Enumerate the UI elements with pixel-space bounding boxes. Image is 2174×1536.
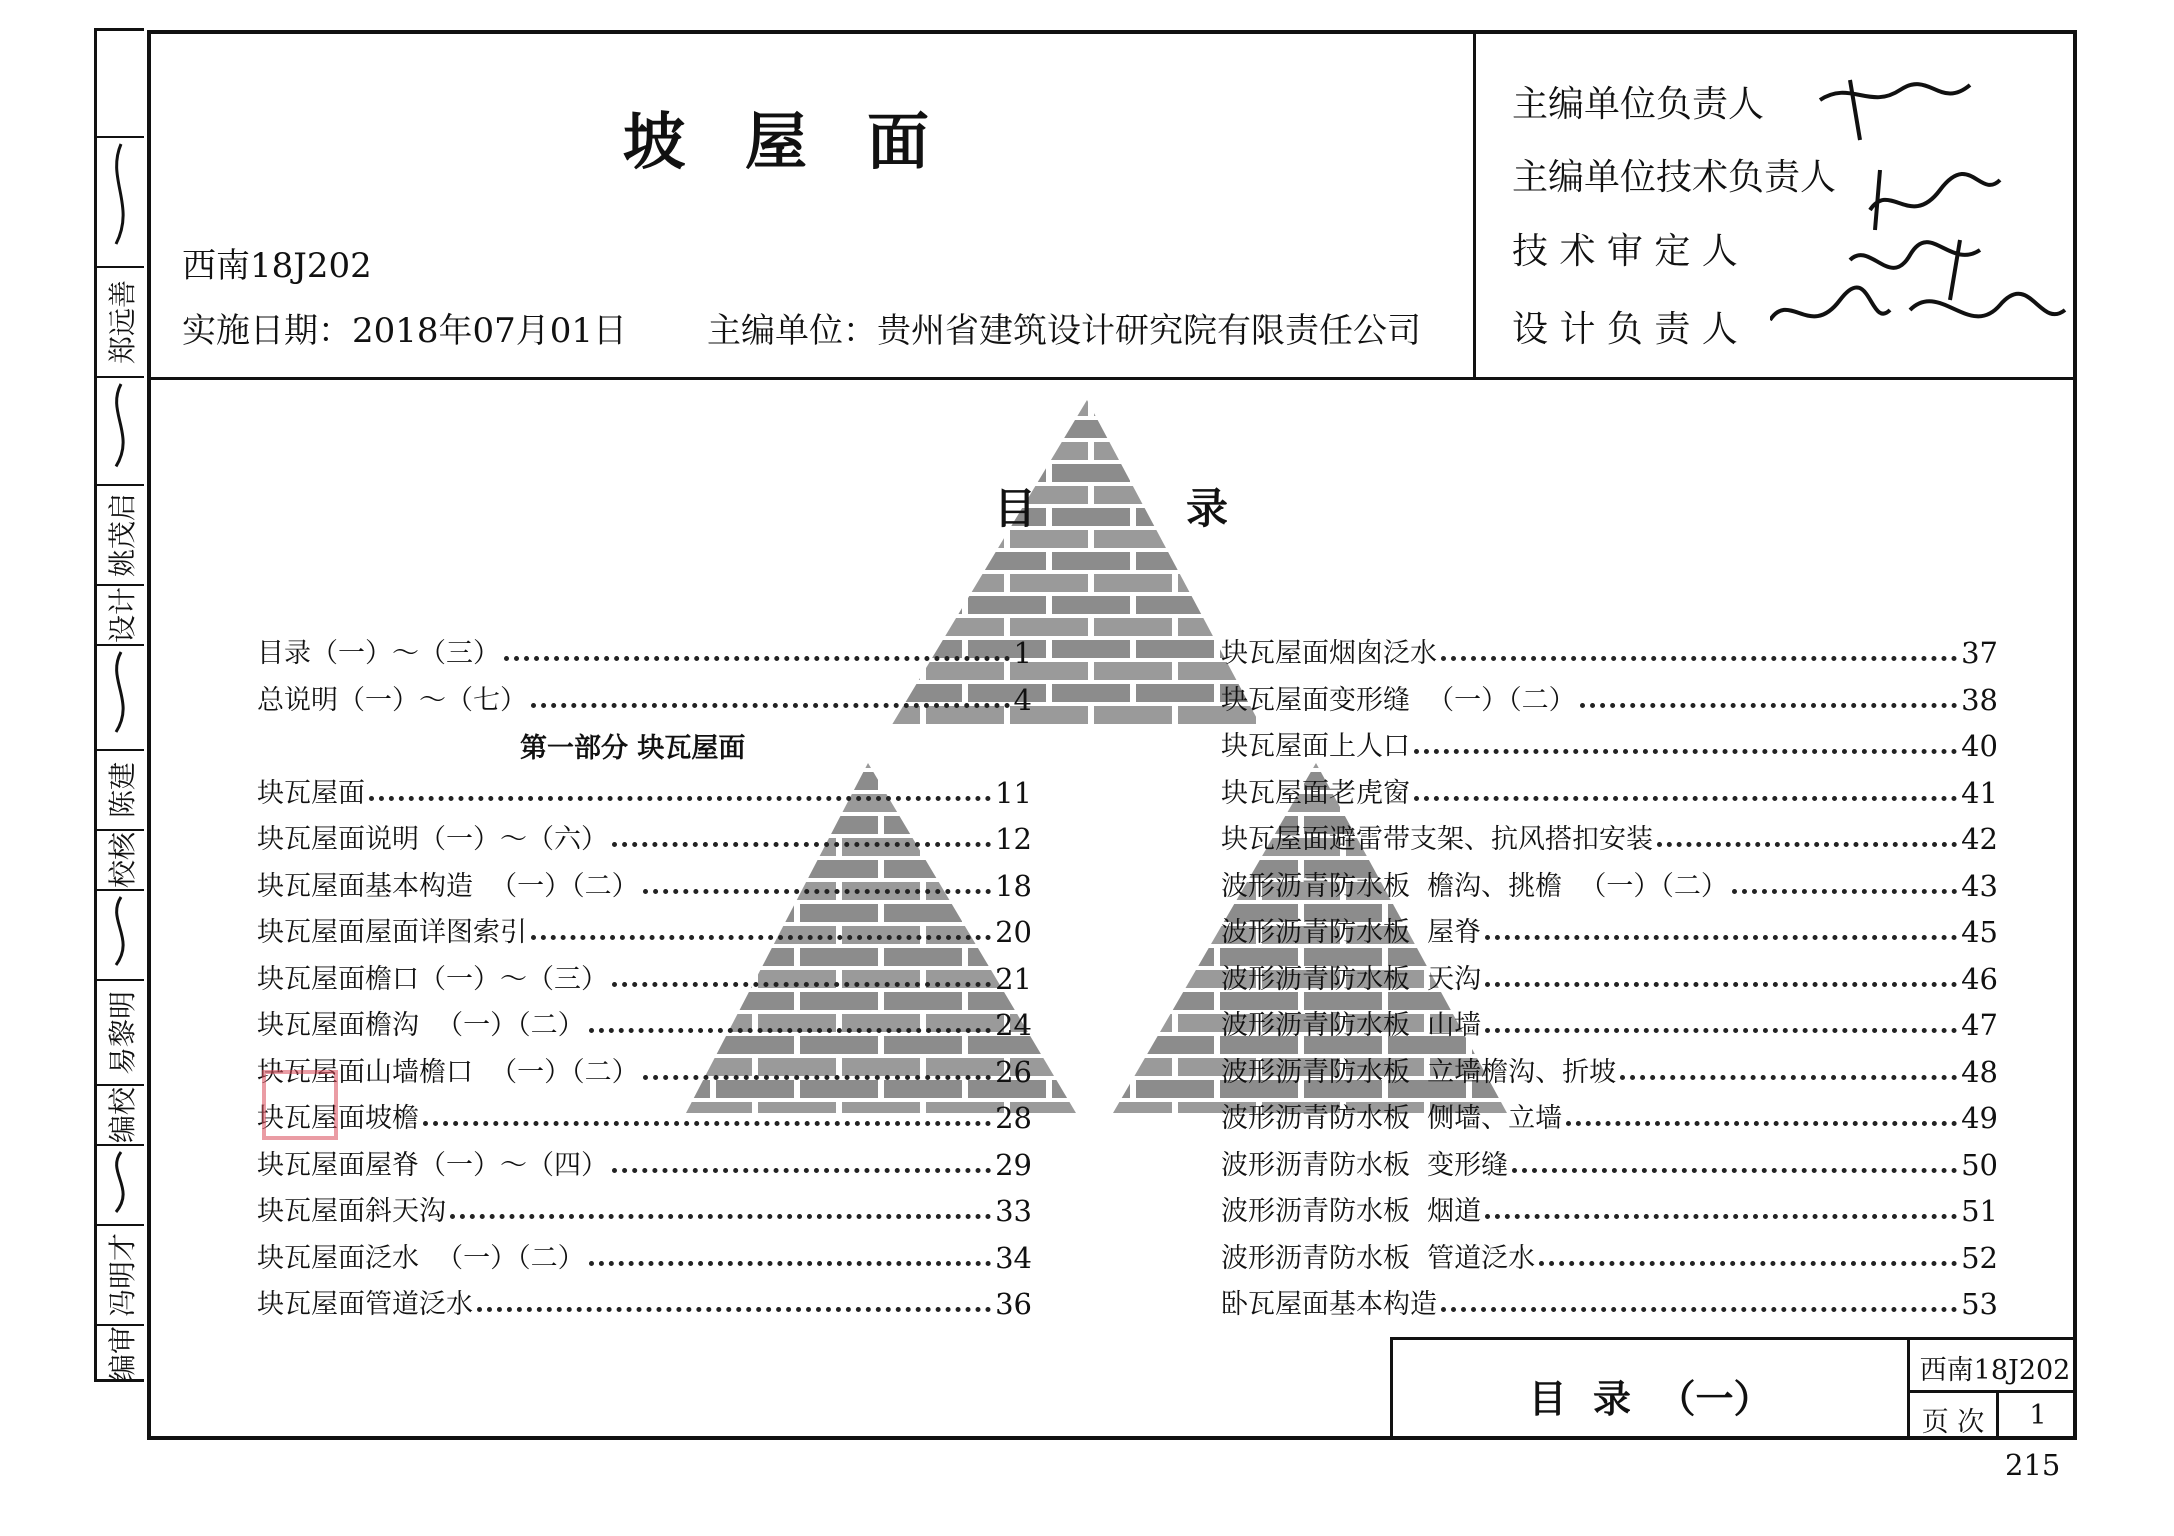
approval-sidebar — [94, 28, 144, 1382]
dot-leader — [1485, 935, 1957, 940]
toc-entry-label: 波形沥青防水板 天沟 — [1221, 964, 1482, 995]
header-vertical-divider — [1473, 30, 1476, 378]
signature-icon — [101, 893, 141, 977]
dot-leader — [369, 796, 991, 801]
page-value: 1 — [2029, 1400, 2047, 1431]
toc-entry-label: 块瓦屋面 — [257, 778, 365, 809]
dot-leader — [1485, 1214, 1957, 1219]
role-technical-head: 主编单位技术负责人 — [1512, 157, 1837, 198]
dot-leader — [423, 1121, 991, 1126]
dot-leader — [612, 982, 991, 987]
toc-entry-page: 33 — [995, 1194, 1032, 1228]
dot-leader — [1512, 1168, 1957, 1173]
toc-entry-label: 波形沥青防水板 山墙 — [1221, 1010, 1482, 1041]
dot-leader — [1414, 796, 1957, 801]
dot-leader — [1485, 982, 1957, 987]
toc-entry[interactable] — [257, 677, 1032, 717]
toc-entry-label: 块瓦屋面烟囱泛水 — [1221, 638, 1437, 669]
dot-leader — [1485, 1028, 1957, 1033]
toc-entry-label: 波形沥青防水板 管道泛水 — [1221, 1243, 1536, 1274]
editor-unit: 主编单位：贵州省建筑设计研究院有限责任公司 — [707, 311, 1421, 351]
signature-icon — [101, 648, 141, 747]
toc-entry-label: 块瓦屋面山墙檐口 （一）（二） — [257, 1057, 639, 1088]
dot-leader — [612, 842, 991, 847]
sidebar-signature-cell — [97, 376, 144, 484]
toc-entry-page: 43 — [1961, 869, 1998, 903]
sidebar-name-cell — [97, 979, 144, 1084]
toc-entry-label: 块瓦屋面基本构造 （一）（二） — [257, 871, 639, 902]
dot-leader — [504, 656, 1010, 661]
dot-leader — [1441, 656, 1957, 661]
toc-entry-label: 块瓦屋面屋面详图索引 — [257, 917, 527, 948]
sidebar-name-cell — [97, 829, 144, 889]
toc-entry-page: 52 — [1961, 1241, 1998, 1275]
dot-leader — [531, 935, 991, 940]
toc-entry-label: 波形沥青防水板 立墙檐沟、折坡 — [1221, 1057, 1617, 1088]
sheet-number: 215 — [2005, 1448, 2061, 1482]
toc-entry[interactable] — [1221, 1235, 1998, 1275]
dot-leader — [612, 1168, 991, 1173]
toc-entry-page: 36 — [995, 1287, 1032, 1321]
toc-entry-page: 41 — [1961, 776, 1998, 810]
toc-entry[interactable] — [257, 1235, 1032, 1275]
toc-entry-label: 块瓦屋面坡檐 — [257, 1103, 419, 1134]
toc-entry[interactable] — [257, 816, 1032, 856]
dot-leader — [1414, 749, 1957, 754]
toc-entry[interactable] — [1221, 816, 1998, 856]
role-design-head: 设 计 负 责 人 — [1512, 309, 1738, 350]
sidebar-name-cell — [97, 484, 144, 584]
sidebar-name: 设计 — [105, 586, 139, 644]
toc-entry-label: 块瓦屋面管道泛水 — [257, 1289, 473, 1320]
page-title: 坡屋面 — [622, 105, 989, 178]
sidebar-name: 冯明才 — [105, 1232, 139, 1318]
toc-entry[interactable] — [1221, 1188, 1998, 1228]
toc-entry-page: 37 — [1961, 636, 1998, 670]
toc-entry[interactable] — [257, 909, 1032, 949]
toc-entry-page: 42 — [1961, 822, 1998, 856]
toc-entry-page: 51 — [1961, 1194, 1998, 1228]
toc-entry-page: 34 — [995, 1241, 1032, 1275]
sidebar-name-cell — [97, 1224, 144, 1324]
toc-entry[interactable] — [257, 770, 1032, 810]
toc-entry-label: 块瓦屋面避雷带支架、抗风搭扣安装 — [1221, 824, 1653, 855]
dot-leader — [531, 703, 1010, 708]
toc-entry-label: 波形沥青防水板 侧墙、立墙 — [1221, 1103, 1563, 1134]
dot-leader — [1441, 1307, 1957, 1312]
toc-entry-page: 49 — [1961, 1101, 1998, 1135]
dot-leader — [643, 1075, 991, 1080]
toc-entry-label: 块瓦屋面泛水 （一）（二） — [257, 1243, 585, 1274]
sidebar-name-cell — [97, 1324, 144, 1382]
signature-icon — [101, 1148, 141, 1222]
toc-entry-label: 块瓦屋面老虎窗 — [1221, 778, 1410, 809]
dot-leader — [477, 1307, 991, 1312]
sidebar-name-cell — [97, 1084, 144, 1144]
sidebar-name: 易黎明 — [105, 990, 139, 1075]
toc-entry-page: 50 — [1961, 1148, 1998, 1182]
toc-entry-label: 块瓦屋面斜天沟 — [257, 1196, 446, 1227]
toc-heading-char-1: 目 — [994, 484, 1037, 533]
toc-entry-page: 4 — [1013, 683, 1032, 717]
toc-entry-page: 26 — [995, 1055, 1032, 1089]
toc-entry-page: 12 — [995, 822, 1032, 856]
dot-leader — [643, 889, 991, 894]
sidebar-signature-cell — [97, 644, 144, 749]
toc-entry[interactable] — [257, 863, 1032, 903]
toc-entry[interactable] — [257, 1142, 1032, 1182]
header-divider — [147, 377, 2077, 380]
effective-date: 实施日期：2018年07月01日 — [182, 311, 628, 351]
toc-heading-char-2: 录 — [1186, 484, 1229, 533]
toc-entry[interactable] — [257, 1095, 1032, 1135]
toc-entry[interactable] — [1221, 770, 1998, 810]
toc-entry-page: 38 — [1961, 683, 1998, 717]
toc-entry-label: 波形沥青防水板 檐沟、挑檐 （一）（二） — [1221, 871, 1728, 902]
sidebar-name: 编审 — [105, 1325, 139, 1383]
toc-entry-label: 卧瓦屋面基本构造 — [1221, 1289, 1437, 1320]
toc-entry[interactable] — [257, 1188, 1032, 1228]
toc-entry-page: 28 — [995, 1101, 1032, 1135]
toc-entry-label: 块瓦屋面上人口 — [1221, 731, 1410, 762]
toc-entry-label: 块瓦屋面檐沟 （一）（二） — [257, 1010, 585, 1041]
toc-entry-page: 40 — [1961, 729, 1998, 763]
toc-entry-label: 块瓦屋面说明（一）～（六） — [257, 824, 608, 855]
sidebar-name: 姚茂启 — [105, 492, 139, 578]
toc-entry[interactable] — [1221, 1049, 1998, 1089]
atlas-code: 西南18J202 — [182, 246, 372, 286]
toc-entry-page: 11 — [995, 776, 1032, 810]
toc-entry[interactable] — [1221, 1281, 1998, 1321]
stamp-icon — [262, 1070, 338, 1140]
toc-entry-page: 24 — [995, 1008, 1032, 1042]
toc-entry-label: 目录（一）～（三） — [257, 638, 500, 669]
toc-entry-label: 波形沥青防水板 烟道 — [1221, 1196, 1482, 1227]
sidebar-signature-cell — [97, 1144, 144, 1224]
dot-leader — [1566, 1121, 1957, 1126]
toc-entry[interactable] — [257, 1049, 1032, 1089]
toc-entry[interactable] — [1221, 1142, 1998, 1182]
dot-leader — [450, 1214, 991, 1219]
toc-entry-page: 48 — [1961, 1055, 1998, 1089]
dot-leader — [589, 1261, 991, 1266]
toc-entry-page: 21 — [995, 962, 1032, 996]
toc-entry-page: 46 — [1961, 962, 1998, 996]
toc-entry[interactable] — [1221, 723, 1998, 763]
sidebar-signature-cell — [97, 889, 144, 979]
dot-leader — [1732, 889, 1957, 894]
toc-entry-page: 18 — [995, 869, 1032, 903]
toc-entry-label: 块瓦屋面屋脊（一）～（四） — [257, 1150, 608, 1181]
sidebar-name: 郑远善 — [105, 279, 139, 365]
toc-entry[interactable] — [1221, 677, 1998, 717]
sidebar-name-cell — [97, 584, 144, 644]
toc-entry-label: 波形沥青防水板 屋脊 — [1221, 917, 1482, 948]
toc-entry[interactable] — [257, 1002, 1032, 1042]
toc-entry[interactable] — [257, 1281, 1032, 1321]
toc-entry-label: 块瓦屋面檐口（一）～（三） — [257, 964, 608, 995]
toc-entry[interactable] — [1221, 863, 1998, 903]
toc-entry[interactable] — [1221, 956, 1998, 996]
toc-entry-page: 45 — [1961, 915, 1998, 949]
dot-leader — [1657, 842, 1957, 847]
toc-entry-label: 波形沥青防水板 变形缝 — [1221, 1150, 1509, 1181]
toc-entry-label: 块瓦屋面变形缝 （一）（二） — [1221, 685, 1576, 716]
drawing-title: 目 录 （一） — [1528, 1377, 1772, 1421]
toc-entry[interactable] — [1221, 1002, 1998, 1042]
sidebar-name: 校核 — [105, 831, 139, 889]
toc-entry-label: 总说明（一）～（七） — [257, 685, 527, 716]
toc-entry-page: 20 — [995, 915, 1032, 949]
role-technical-approver: 技 术 审 定 人 — [1512, 231, 1738, 272]
signature-icon — [101, 380, 141, 482]
toc-entry[interactable] — [257, 956, 1032, 996]
toc-entry[interactable] — [1221, 1095, 1998, 1135]
design-head-signatures — [1770, 280, 2070, 360]
toc-entry[interactable] — [1221, 909, 1998, 949]
toc-entry-page: 29 — [995, 1148, 1032, 1182]
sidebar-name-cell — [97, 266, 144, 376]
toc-entry-page: 53 — [1961, 1287, 1998, 1321]
toc-entry[interactable] — [257, 630, 1032, 670]
role-chief-unit-head: 主编单位负责人 — [1512, 84, 1765, 125]
sidebar-name-cell — [97, 749, 144, 829]
page-label: 页 次 — [1921, 1407, 1985, 1438]
title-block-atlas-code: 西南18J202 — [1919, 1355, 2071, 1386]
title-block — [1390, 1337, 2077, 1440]
section-heading: 第一部分 块瓦屋面 — [520, 733, 746, 764]
dot-leader — [1620, 1075, 1957, 1080]
sidebar-name: 编校 — [105, 1086, 139, 1144]
toc-entry-page: 47 — [1961, 1008, 1998, 1042]
dot-leader — [589, 1028, 991, 1033]
dot-leader — [1580, 703, 1957, 708]
toc-entry[interactable] — [1221, 630, 1998, 670]
dot-leader — [1539, 1261, 1957, 1266]
sidebar-name: 陈建 — [105, 761, 139, 819]
toc-entry-page: 1 — [1013, 636, 1032, 670]
